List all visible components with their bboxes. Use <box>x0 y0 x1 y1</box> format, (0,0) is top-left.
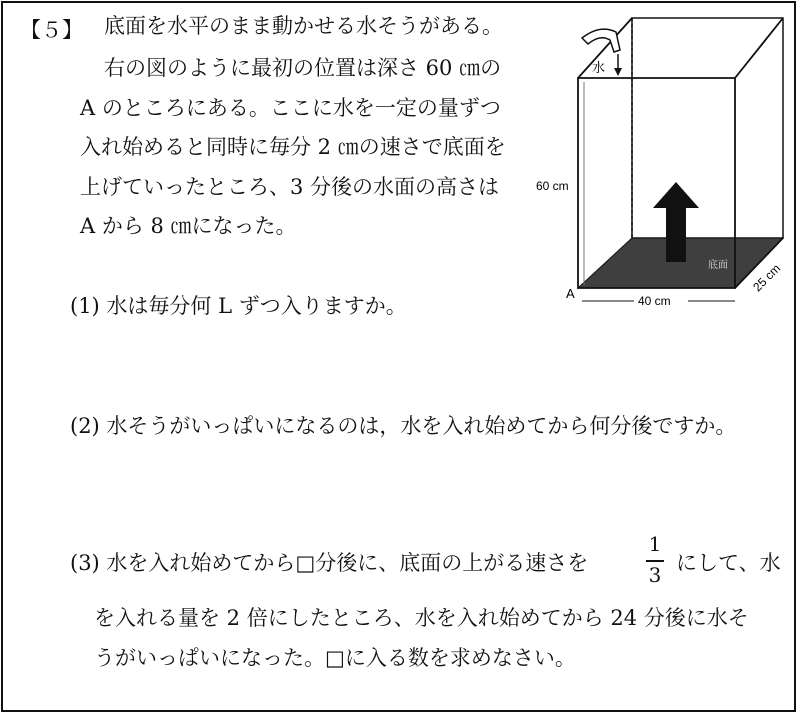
height-label: 60 cm <box>536 179 569 193</box>
problem-line-6: A から 8 ㎝になった。 <box>80 214 297 238</box>
problem-line-5: 上げていったところ、3 分後の水面の高さは <box>80 175 500 199</box>
tank-back-face <box>632 18 783 238</box>
problem-number: 【５】 <box>20 18 83 42</box>
tank-edge-top-right <box>735 18 783 78</box>
problem-line-1: 底面を水平のまま動かせる水そうがある。 <box>104 14 503 38</box>
problem-line-2: 右の図のように最初の位置は深さ 60 ㎝の <box>104 56 502 80</box>
fraction-denominator: 3 <box>648 563 662 587</box>
problem-line-3: A のところにある。ここに水を一定の量ずつ <box>80 96 501 120</box>
question-3-line-2: を入れる量を 2 倍にしたところ、水を入れ始めてから 24 分後に水そ <box>94 606 749 630</box>
faucet-icon <box>582 29 620 52</box>
depth-label: 25 cm <box>750 261 784 295</box>
question-3-line-1-end: にして、水 <box>676 551 781 575</box>
width-label: 40 cm <box>638 294 671 308</box>
question-2: (2) 水そうがいっぱいになるのは，水を入れ始めてから何分後ですか。 <box>70 414 737 438</box>
problem-line-4: 入れ始めると同時に毎分 2 ㎝の速さで底面を <box>80 135 506 159</box>
base-label: 底面 <box>708 260 728 271</box>
fraction-bar <box>646 560 664 562</box>
corner-label: A <box>566 286 575 301</box>
tank-figure <box>530 10 786 310</box>
fraction-numerator: 1 <box>648 532 662 556</box>
question-1: (1) 水は毎分何 L ずつ入りますか。 <box>70 294 407 318</box>
question-3-line-1: (3) 水を入れ始めてから□分後に、底面の上がる速さを <box>70 551 589 575</box>
water-label: 水 <box>592 60 606 75</box>
question-3-line-3: うがいっぱいになった。□に入る数を求めなさい。 <box>94 646 576 670</box>
